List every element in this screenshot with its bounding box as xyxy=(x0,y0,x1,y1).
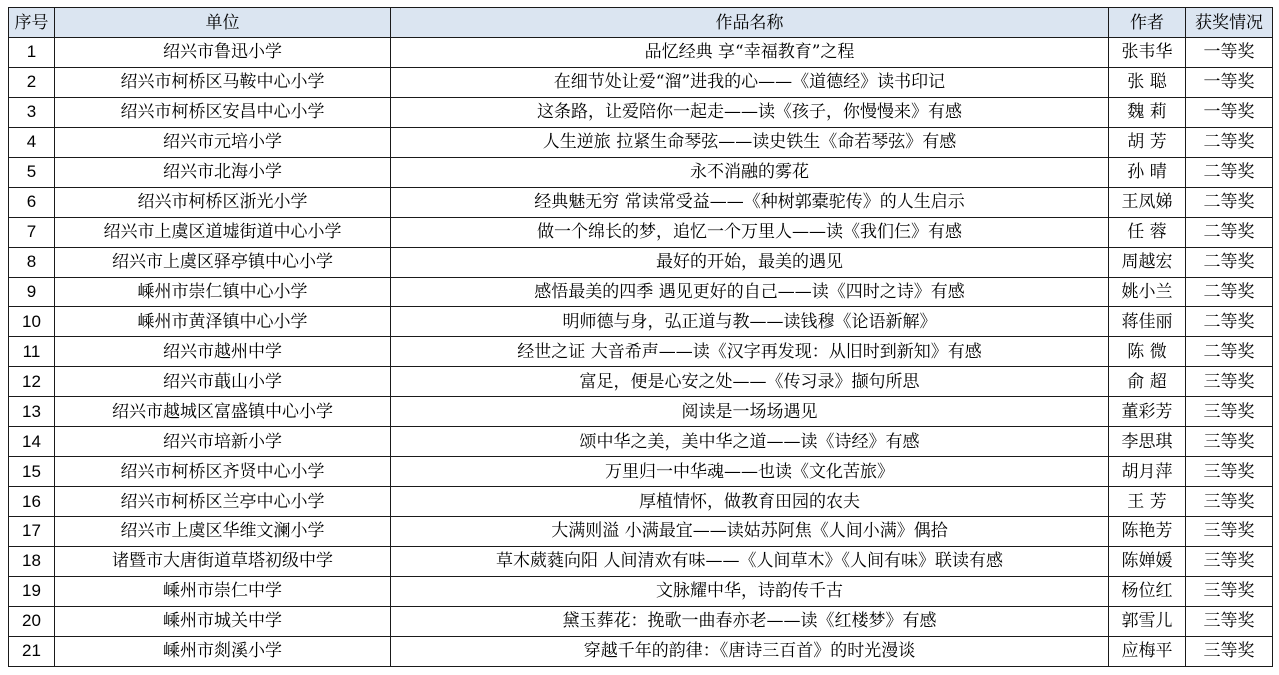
row-work-title: 穿越千年的韵律：《唐诗三百首》的时光漫谈 xyxy=(391,636,1109,666)
header-unit: 单位 xyxy=(55,8,391,38)
table-row xyxy=(9,247,1273,277)
row-number: 3 xyxy=(9,97,55,127)
row-work-title: 阅读是一场场遇见 xyxy=(391,397,1109,427)
row-author: 胡月萍 xyxy=(1109,457,1186,487)
row-award: 三等奖 xyxy=(1186,636,1273,666)
row-award: 二等奖 xyxy=(1186,217,1273,247)
row-award: 三等奖 xyxy=(1186,546,1273,576)
row-number: 18 xyxy=(9,546,55,576)
row-unit: 绍兴市上虞区华维文澜小学 xyxy=(55,517,391,547)
row-work-title: 最好的开始，最美的遇见 xyxy=(391,247,1109,277)
table-body xyxy=(9,38,1273,667)
table-row xyxy=(9,606,1273,636)
row-unit: 绍兴市蕺山小学 xyxy=(55,367,391,397)
table-row xyxy=(9,337,1273,367)
table-row xyxy=(9,636,1273,666)
table-row xyxy=(9,457,1273,487)
row-work-title: 在细节处让爱“溜”进我的心——《道德经》读书印记 xyxy=(391,67,1109,97)
row-number: 16 xyxy=(9,487,55,517)
table-row xyxy=(9,127,1273,157)
row-award: 二等奖 xyxy=(1186,187,1273,217)
row-author: 杨位红 xyxy=(1109,576,1186,606)
table-row xyxy=(9,546,1273,576)
row-work-title: 富足，便是心安之处——《传习录》撷句所思 xyxy=(391,367,1109,397)
table-row xyxy=(9,517,1273,547)
row-unit: 绍兴市柯桥区齐贤中心小学 xyxy=(55,457,391,487)
row-author: 陈婵媛 xyxy=(1109,546,1186,576)
row-work-title: 明师德与身，弘正道与教——读钱穆《论语新解》 xyxy=(391,307,1109,337)
row-number: 20 xyxy=(9,606,55,636)
table-row xyxy=(9,576,1273,606)
row-number: 17 xyxy=(9,517,55,547)
row-number: 1 xyxy=(9,38,55,68)
table-row xyxy=(9,157,1273,187)
row-author: 郭雪儿 xyxy=(1109,606,1186,636)
row-number: 12 xyxy=(9,367,55,397)
row-unit: 绍兴市鲁迅小学 xyxy=(55,38,391,68)
row-unit: 绍兴市柯桥区安昌中心小学 xyxy=(55,97,391,127)
row-unit: 绍兴市柯桥区兰亭中心小学 xyxy=(55,487,391,517)
row-unit: 绍兴市越州中学 xyxy=(55,337,391,367)
table-row xyxy=(9,367,1273,397)
row-number: 21 xyxy=(9,636,55,666)
table-row xyxy=(9,38,1273,68)
row-work-title: 做一个绵长的梦，追忆一个万里人——读《我们仨》有感 xyxy=(391,217,1109,247)
row-author: 陈 微 xyxy=(1109,337,1186,367)
row-work-title: 经世之证 大音希声——读《汉字再发现：从旧时到新知》有感 xyxy=(391,337,1109,367)
row-author: 王凤娣 xyxy=(1109,187,1186,217)
row-unit: 绍兴市柯桥区浙光小学 xyxy=(55,187,391,217)
row-author: 李思琪 xyxy=(1109,427,1186,457)
table-row xyxy=(9,427,1273,457)
row-number: 7 xyxy=(9,217,55,247)
row-work-title: 黛玉葬花：挽歌一曲春亦老——读《红楼梦》有感 xyxy=(391,606,1109,636)
row-work-title: 颂中华之美，美中华之道——读《诗经》有感 xyxy=(391,427,1109,457)
row-work-title: 草木葳蕤向阳 人间清欢有味——《人间草木》《人间有味》联读有感 xyxy=(391,546,1109,576)
row-number: 19 xyxy=(9,576,55,606)
row-unit: 嵊州市城关中学 xyxy=(55,606,391,636)
row-award: 三等奖 xyxy=(1186,517,1273,547)
row-number: 8 xyxy=(9,247,55,277)
row-work-title: 厚植情怀，做教育田园的农夫 xyxy=(391,487,1109,517)
row-work-title: 品忆经典 享“幸福教育”之程 xyxy=(391,38,1109,68)
row-work-title: 经典魅无穷 常读常受益——《种树郭橐驼传》的人生启示 xyxy=(391,187,1109,217)
row-author: 陈艳芳 xyxy=(1109,517,1186,547)
row-number: 9 xyxy=(9,277,55,307)
row-work-title: 大满则溢 小满最宜——读姑苏阿焦《人间小满》偶拾 xyxy=(391,517,1109,547)
row-award: 二等奖 xyxy=(1186,127,1273,157)
header-number: 序号 xyxy=(9,8,55,38)
header-work-title: 作品名称 xyxy=(391,8,1109,38)
row-author: 张 聪 xyxy=(1109,67,1186,97)
row-award: 一等奖 xyxy=(1186,97,1273,127)
table-row xyxy=(9,277,1273,307)
row-unit: 绍兴市柯桥区马鞍中心小学 xyxy=(55,67,391,97)
header-author: 作者 xyxy=(1109,8,1186,38)
row-unit: 绍兴市越城区富盛镇中心小学 xyxy=(55,397,391,427)
row-award: 三等奖 xyxy=(1186,427,1273,457)
row-author: 任 蓉 xyxy=(1109,217,1186,247)
row-award: 三等奖 xyxy=(1186,397,1273,427)
row-work-title: 永不消融的雾花 xyxy=(391,157,1109,187)
row-award: 三等奖 xyxy=(1186,367,1273,397)
row-award: 二等奖 xyxy=(1186,157,1273,187)
row-work-title: 万里归一中华魂——也读《文化苦旅》 xyxy=(391,457,1109,487)
row-unit: 嵊州市剡溪小学 xyxy=(55,636,391,666)
row-award: 二等奖 xyxy=(1186,337,1273,367)
row-number: 4 xyxy=(9,127,55,157)
row-number: 2 xyxy=(9,67,55,97)
row-unit: 绍兴市上虞区驿亭镇中心小学 xyxy=(55,247,391,277)
table-header-row xyxy=(9,8,1273,38)
row-number: 10 xyxy=(9,307,55,337)
row-author: 魏 莉 xyxy=(1109,97,1186,127)
row-author: 蒋佳丽 xyxy=(1109,307,1186,337)
row-unit: 绍兴市培新小学 xyxy=(55,427,391,457)
row-award: 三等奖 xyxy=(1186,606,1273,636)
row-author: 胡 芳 xyxy=(1109,127,1186,157)
row-number: 13 xyxy=(9,397,55,427)
row-award: 三等奖 xyxy=(1186,576,1273,606)
row-number: 5 xyxy=(9,157,55,187)
row-award: 三等奖 xyxy=(1186,487,1273,517)
row-number: 11 xyxy=(9,337,55,367)
row-unit: 诸暨市大唐街道草塔初级中学 xyxy=(55,546,391,576)
row-number: 6 xyxy=(9,187,55,217)
row-author: 张韦华 xyxy=(1109,38,1186,68)
row-unit: 绍兴市上虞区道墟街道中心小学 xyxy=(55,217,391,247)
row-work-title: 感悟最美的四季 遇见更好的自己——读《四时之诗》有感 xyxy=(391,277,1109,307)
row-unit: 绍兴市元培小学 xyxy=(55,127,391,157)
row-author: 董彩芳 xyxy=(1109,397,1186,427)
row-award: 二等奖 xyxy=(1186,307,1273,337)
row-unit: 绍兴市北海小学 xyxy=(55,157,391,187)
row-work-title: 人生逆旅 拉紧生命琴弦——读史铁生《命若琴弦》有感 xyxy=(391,127,1109,157)
table-row xyxy=(9,397,1273,427)
table-row xyxy=(9,187,1273,217)
row-unit: 嵊州市崇仁镇中心小学 xyxy=(55,277,391,307)
row-unit: 嵊州市黄泽镇中心小学 xyxy=(55,307,391,337)
row-work-title: 这条路，让爱陪你一起走——读《孩子，你慢慢来》有感 xyxy=(391,97,1109,127)
table-row xyxy=(9,67,1273,97)
row-number: 14 xyxy=(9,427,55,457)
row-author: 周越宏 xyxy=(1109,247,1186,277)
table-row xyxy=(9,217,1273,247)
awards-table xyxy=(8,7,1273,667)
row-award: 二等奖 xyxy=(1186,247,1273,277)
row-author: 俞 超 xyxy=(1109,367,1186,397)
header-award: 获奖情况 xyxy=(1186,8,1273,38)
row-number: 15 xyxy=(9,457,55,487)
table-row xyxy=(9,487,1273,517)
row-work-title: 文脉耀中华，诗韵传千古 xyxy=(391,576,1109,606)
row-author: 应梅平 xyxy=(1109,636,1186,666)
table-row xyxy=(9,97,1273,127)
row-award: 一等奖 xyxy=(1186,38,1273,68)
row-author: 王 芳 xyxy=(1109,487,1186,517)
row-award: 三等奖 xyxy=(1186,457,1273,487)
row-award: 一等奖 xyxy=(1186,67,1273,97)
row-unit: 嵊州市崇仁中学 xyxy=(55,576,391,606)
row-author: 姚小兰 xyxy=(1109,277,1186,307)
table-row xyxy=(9,307,1273,337)
row-award: 二等奖 xyxy=(1186,277,1273,307)
row-author: 孙 晴 xyxy=(1109,157,1186,187)
